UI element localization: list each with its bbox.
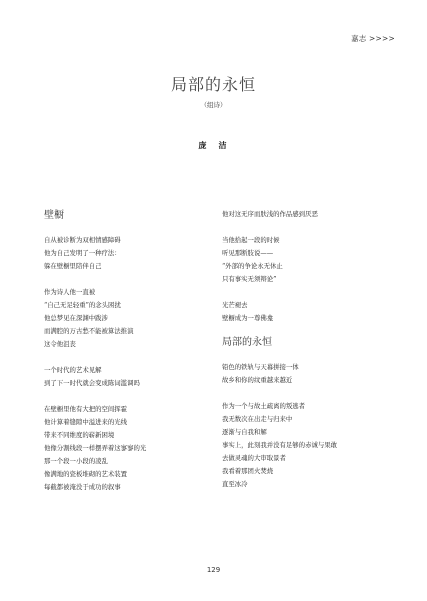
poem-line: 他为自己发明了一种疗法：	[44, 249, 121, 257]
poem-line: 躲在壁橱里陪伴自己	[44, 262, 102, 270]
poem-line: 光芒褪去	[222, 301, 248, 309]
poem-line: 去做灵魂的大审取景者	[222, 454, 286, 462]
poem-line: 他计算着缝隙中溢进来的光线	[44, 418, 128, 426]
poem-line: 当他拾起一段的时候	[222, 236, 280, 244]
poem-line: 那一个段一小段的凌乱	[44, 457, 108, 465]
poem-title: 局部的永恒	[170, 75, 256, 94]
poem-line: 自从被诊断为双相情感障碍	[44, 236, 121, 244]
poem-line: 作为一个与故土疏离的叛逃者	[222, 402, 306, 410]
section-title-closet: 壁橱	[44, 210, 64, 221]
poem-subtitle: （组诗）	[200, 101, 227, 109]
poem-line: 他总梦见在深渊中跋涉	[44, 314, 108, 322]
section-title-partial-eternity: 局部的永恒	[222, 337, 272, 348]
poem-line: 事实上，此刻我并没有足够的赤诚与果敢	[222, 441, 338, 449]
poem-line: 像满地的瓷板堆砌的艺术装置	[44, 470, 128, 478]
poem-line: 在壁橱里他有大把的空间挥霍	[44, 405, 128, 413]
poem-line: 逐渐与自我和解	[222, 428, 267, 436]
poem-line: 到了下一时代就会变成陈词滥调吗	[44, 379, 140, 387]
left-column	[44, 208, 224, 494]
poem-line: 而满腔的万古愁不能被算法推演	[44, 327, 134, 335]
poem-line: 我无数次在出走与归来中	[222, 415, 293, 423]
poem-line: “外部的争论永无休止	[222, 262, 283, 270]
poem-line: 铅色的铁轨与天幕拼接一体	[222, 363, 299, 371]
poem-line: 我看着那团火焚烧	[222, 467, 274, 475]
poem-line: 带来不同维度的崭新困境	[44, 431, 115, 439]
poem-line: 每截都被淹没于成功的叙事	[44, 483, 121, 491]
right-column	[222, 208, 402, 491]
page-number: 129	[206, 566, 221, 574]
poem-line: 他像分割线段一样摆弄着这寥寥的光	[44, 444, 147, 452]
poem-line: 直至冰冷	[222, 480, 248, 488]
poem-line: 作为诗人他一直被	[44, 288, 96, 296]
poem-line: 一个时代的艺术见解	[44, 366, 102, 374]
poem-line: “自己无足轻重”的念头困扰	[44, 301, 121, 309]
poem-line: 听见那断肢说——	[222, 249, 274, 257]
section-header[interactable]: 嘉志 >>>>	[351, 34, 395, 43]
poem-line: 他对这无序而肤浅的作品感到厌恶	[222, 210, 318, 218]
poem-line: 只有事实无须辩论”	[222, 275, 277, 283]
poem-line: 壁橱成为一尊佛龛	[222, 314, 274, 322]
author-name: 庞 洁	[198, 141, 229, 150]
poem-line: 这令他沮丧	[44, 340, 76, 348]
poem-line: 故乡和你的纹重越来越近	[222, 376, 293, 384]
